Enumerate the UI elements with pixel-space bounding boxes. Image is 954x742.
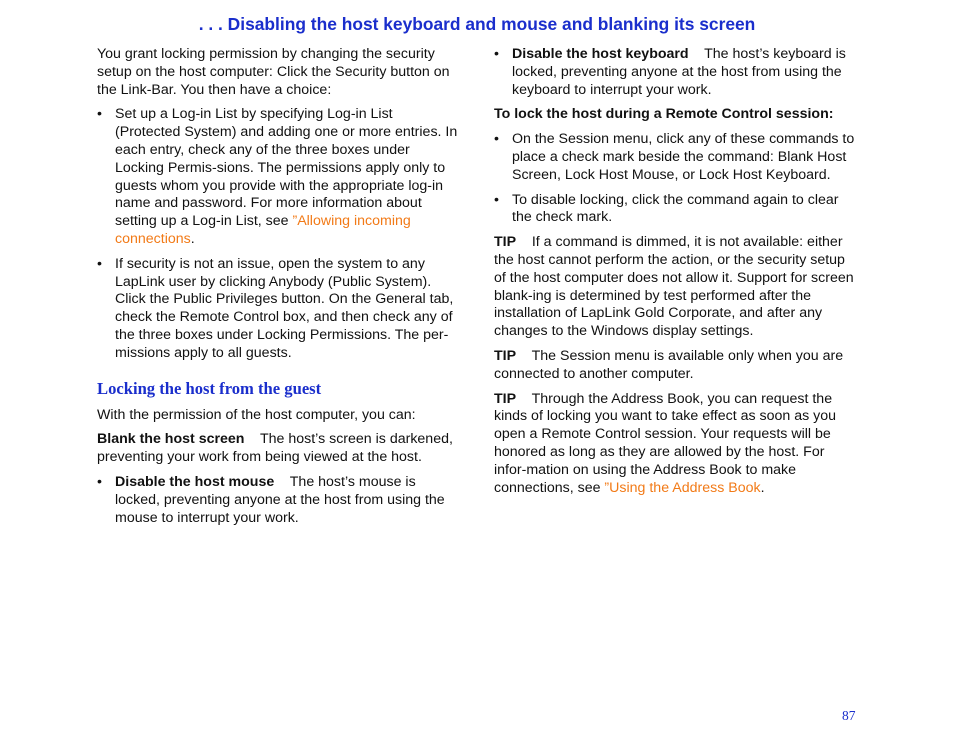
allowing-incoming-connections-link[interactable]: ”Allowing incoming connections — [115, 213, 411, 247]
list-item — [494, 131, 858, 184]
list-item — [97, 474, 459, 527]
tip-text: Through the Address Book, you can request the kinds of locking you want to take effect as soon as you open a Remote Control session. Your requests will be honored as long as they are allowed by the host. For infor-mation on using the Address Book to make connections, see — [494, 390, 837, 496]
bullet-marker: • — [494, 131, 499, 148]
bullet-marker: • — [97, 106, 102, 123]
tip-label: TIP — [494, 390, 517, 407]
list-item — [494, 46, 858, 99]
tip-text-end: . — [760, 479, 765, 496]
tip-text: If a command is dimmed, it is not available: either the host cannot perform the action, or the security setup of the host computer does not allow it. Support for screen blank-ing is determined by test performed after the installation of LapLink Gold Corporate, and after any changes to the Windows display settings. — [494, 234, 854, 340]
bullet-marker: • — [494, 191, 499, 208]
tip-paragraph — [494, 348, 858, 384]
definition-text: The host’s screen is darkened, preventing your work from being viewed at the host. — [97, 431, 453, 466]
definition-term: Blank the host screen — [97, 431, 245, 448]
page-heading: . . . Disabling the host keyboard and mouse and blanking its screen — [198, 14, 756, 34]
using-the-address-book-link[interactable]: ”Using the Address Book — [604, 479, 761, 496]
list-item — [97, 106, 459, 248]
bullet-marker: • — [494, 46, 499, 62]
page-number: 87 — [842, 708, 856, 723]
definition-text: The host’s mouse is locked, preventing anyone at the host from using the mouse to interrupt your work. — [115, 473, 445, 526]
definition-term: Disable the host mouse — [115, 473, 275, 490]
tip-label: TIP — [494, 347, 517, 364]
list-item — [494, 192, 858, 228]
section-subheading: Locking the host from the guest — [97, 378, 322, 398]
bullet-marker: • — [97, 473, 102, 490]
intro-paragraph: You grant locking permission by changing the security setup on the host computer: Click the Security button on the Link-Bar. You then have a choice: — [97, 46, 450, 98]
bullet-text-end: . — [190, 230, 195, 247]
definition-text: The host’s keyboard is locked, preventing anyone at the host from using the keyboard to interrupt your work. — [512, 46, 846, 98]
blank-screen-definition — [97, 431, 459, 467]
tip-paragraph — [494, 391, 858, 498]
tip-paragraph — [494, 234, 858, 341]
bullet-marker: • — [97, 255, 102, 272]
permission-intro: With the permission of the host computer, you can: — [97, 406, 416, 423]
right-column — [494, 46, 858, 504]
step-text: To disable locking, click the command again to clear the check mark. — [512, 191, 839, 226]
tip-text: The Session menu is available only when you are connected to another computer. — [494, 347, 844, 382]
tip-label: TIP — [494, 234, 517, 251]
procedure-heading: To lock the host during a Remote Control session: — [494, 106, 834, 123]
list-item — [97, 256, 459, 363]
step-text: On the Session menu, click any of these commands to place a check mark beside the command: Blank Host Screen, Lock Host Mouse, or Lock Host Keyboard. — [512, 131, 855, 183]
left-column — [97, 46, 459, 534]
bullet-text: If security is not an issue, open the system to any LapLink user by clicking Anybody (Public System). Click the Public Privileges button. On the General tab, check the Remote Control box, and then check any of the three boxes under Locking Permissions. The per-missions apply to all guests. — [115, 255, 454, 361]
definition-term: Disable the host keyboard — [512, 46, 689, 62]
bullet-text: Set up a Log-in List by specifying Log-in List (Protected System) and adding one or more entries. In each entry, check any of the three boxes under Locking Permis-sions. The permissions apply only to guests whom you provide with the appropriate log-in name and password. For more information about setting up a Log-in List, see — [115, 106, 458, 230]
